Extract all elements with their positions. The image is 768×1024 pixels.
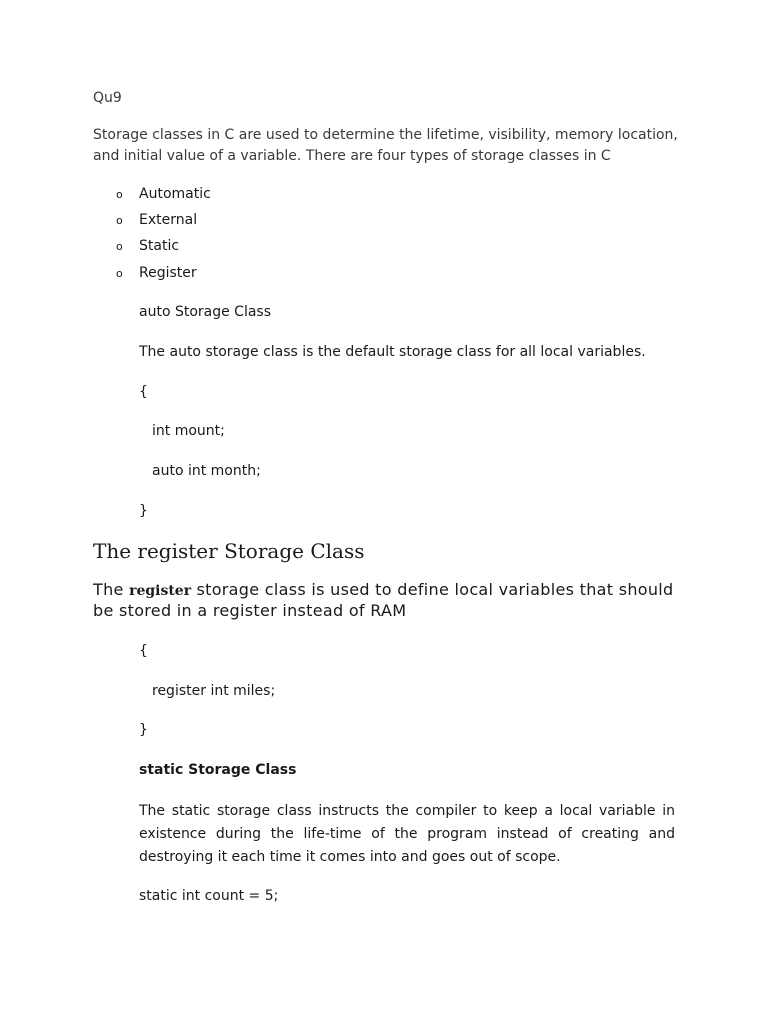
code-line: static int count = 5;	[139, 888, 279, 904]
static-section-title: static Storage Class	[139, 762, 297, 778]
register-desc-prefix: The	[93, 580, 124, 599]
code-line: }	[139, 503, 148, 519]
register-keyword: register	[129, 583, 192, 599]
code-line: }	[139, 722, 148, 738]
bullet-marker: o	[116, 214, 123, 227]
bullet-marker: o	[116, 267, 123, 280]
list-item-label: Static	[139, 238, 180, 254]
question-number: Qu9	[93, 90, 122, 106]
code-line: {	[139, 643, 148, 659]
static-section-description: The static storage class instructs the compiler to keep a local variable in existence during the life-time of the program instead of creating and destroying it each time it comes into and goes out of scope.	[139, 803, 675, 865]
list-item-label: Automatic	[139, 186, 211, 202]
auto-section-description: The auto storage class is the default storage class for all local variables.	[139, 344, 646, 360]
code-line: {	[139, 384, 148, 400]
auto-section-title: auto Storage Class	[139, 304, 272, 320]
bullet-marker: o	[116, 240, 123, 253]
list-item-label: External	[139, 212, 198, 228]
code-line: register int miles;	[152, 683, 276, 699]
register-desc-suffix: storage class is used to define local variables that should be stored in a register instead of RAM	[93, 580, 674, 620]
bullet-marker: o	[116, 188, 123, 201]
code-line: auto int month;	[152, 463, 261, 479]
register-section-description	[93, 580, 683, 621]
list-item-label: Register	[139, 265, 197, 281]
register-section-heading: The register Storage Class	[93, 539, 365, 563]
intro-paragraph: Storage classes in C are used to determine the lifetime, visibility, memory location, and initial value of a variable. There are four types of storage classes in C	[93, 127, 678, 164]
code-line: int mount;	[152, 423, 225, 439]
